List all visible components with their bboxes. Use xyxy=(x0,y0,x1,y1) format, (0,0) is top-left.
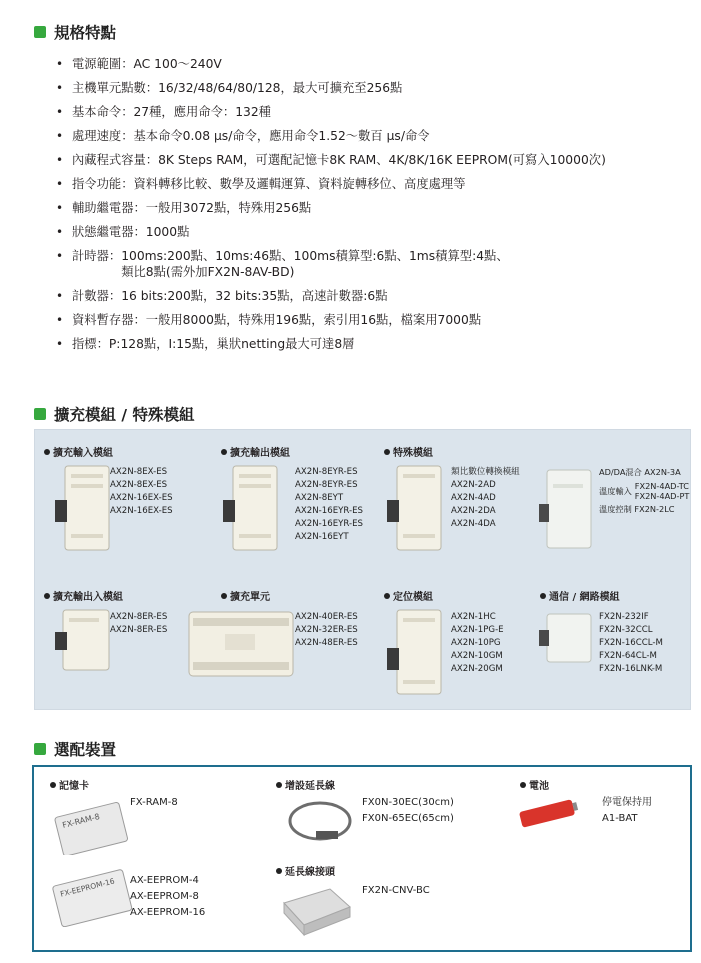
bullet-icon xyxy=(384,449,390,455)
unit-models: AX2N-40ER-ES AX2N-32ER-ES AX2N-48ER-ES xyxy=(295,612,358,648)
ram-card-image xyxy=(52,801,132,855)
spec-text: 處理速度：基本命令0.08 μs/命令，應用命令1.52～數百 μs/命令 xyxy=(72,129,430,143)
spec-text: 主機單元點數：16/32/48/64/80/128，最大可擴充至256點 xyxy=(72,81,403,95)
network-models: FX2N-232IF FX2N-32CCL FX2N-16CCL-M FX2N-64CL-M FX2N-16LNK-M xyxy=(599,612,663,674)
bullet-icon xyxy=(50,782,56,788)
special-models: 類比數位轉換模組 AX2N-2AD AX2N-4AD AX2N-2DA AX2N-4DA xyxy=(451,467,520,529)
bullet-icon: • xyxy=(56,337,64,351)
bullet-icon: • xyxy=(56,153,64,167)
spec-item xyxy=(56,128,696,144)
spec-item xyxy=(56,288,696,304)
bullet-icon xyxy=(44,449,50,455)
connector-label: 延長線接頭 xyxy=(276,863,335,878)
spec-list xyxy=(56,50,696,352)
input-module-image xyxy=(51,464,117,554)
spec-text: 輔助繼電器：一般用3072點，特殊用256點 xyxy=(72,201,312,215)
modules-panel xyxy=(34,429,691,710)
bullet-icon xyxy=(520,782,526,788)
bullet-icon: • xyxy=(56,129,64,143)
memory-eeprom-models: AX-EEPROM-4 AX-EEPROM-8 AX-EEPROM-16 xyxy=(130,875,206,918)
spec-item xyxy=(56,200,696,216)
bullet-icon: • xyxy=(56,249,64,263)
spec-item xyxy=(56,336,696,352)
bullet-icon: • xyxy=(56,177,64,191)
group-position-title: 定位模組 xyxy=(384,588,433,603)
spec-text: 指令功能：資料轉移比較、數學及邏輯運算、資料旋轉移位、高度處理等 xyxy=(72,177,466,191)
spec-text: 計數器：16 bits:200點，32 bits:35點，高速計數器:6點 xyxy=(72,289,388,303)
spec-item xyxy=(56,312,696,328)
green-square-icon xyxy=(34,743,46,755)
bullet-icon xyxy=(384,593,390,599)
input-models: AX2N-8EX-ES AX2N-8EX-ES AX2N-16EX-ES AX2N-16EX-ES xyxy=(110,467,173,516)
spec-text: 電源範圍：AC 100～240V xyxy=(72,57,222,71)
bullet-icon xyxy=(44,593,50,599)
group-unit-title: 擴充單元 xyxy=(221,588,270,603)
memory-ram-model: FX-RAM-8 xyxy=(130,797,178,808)
connector-model: FX2N-CNV-BC xyxy=(362,885,430,896)
group-network-title: 通信 / 網路模組 xyxy=(540,588,620,603)
connector-image xyxy=(278,883,354,939)
bullet-icon: • xyxy=(56,57,64,71)
green-square-icon xyxy=(34,26,46,38)
modules-section-title xyxy=(34,404,194,424)
special-module-image xyxy=(383,464,449,554)
output-models: AX2N-8EYR-ES AX2N-8EYR-ES AX2N-8EYT AX2N-16EYR-ES AX2N-16EYR-ES AX2N-16EYT xyxy=(295,467,363,542)
network-module-image xyxy=(537,610,597,670)
bullet-icon xyxy=(276,782,282,788)
analog-module-image xyxy=(537,468,597,552)
battery-label: 電池 xyxy=(520,777,549,792)
group-input-title: 擴充輸入模組 xyxy=(44,444,113,459)
bullet-icon xyxy=(540,593,546,599)
output-module-image xyxy=(219,464,285,554)
spec-item xyxy=(56,152,696,168)
position-module-image xyxy=(383,608,449,698)
spec-text: 指標：P:128點，I:15點，巢狀netting最大可達8層 xyxy=(72,337,355,351)
spec-item xyxy=(56,80,696,96)
spec-text: 狀態繼電器：1000點 xyxy=(72,225,190,239)
bullet-icon xyxy=(221,593,227,599)
spec-text: 資料暫存器：一般用8000點，特殊用196點，索引用16點，檔案用7000點 xyxy=(72,313,482,327)
spec-item xyxy=(56,248,696,280)
bullet-icon: • xyxy=(56,225,64,239)
options-box xyxy=(32,765,692,952)
green-square-icon xyxy=(34,408,46,420)
options-section-title xyxy=(34,739,116,759)
group-output-title: 擴充輸出模組 xyxy=(221,444,290,459)
memory-card-label: 記憶卡 xyxy=(50,777,89,792)
eeprom-card-image xyxy=(48,867,138,927)
bullet-icon xyxy=(221,449,227,455)
group-io-title: 擴充輸出入模組 xyxy=(44,588,123,603)
io-models: AX2N-8ER-ES AX2N-8ER-ES xyxy=(110,612,168,635)
options-title: 選配裝置 xyxy=(54,741,117,759)
svg-text:FX-RAM-8: FX-RAM-8 xyxy=(61,811,101,830)
modules-title: 擴充模組 / 特殊模組 xyxy=(54,406,195,424)
cable-label: 增設延長線 xyxy=(276,777,335,792)
analog-models: AD/DA混合 AX2N-3A 溫度輸入 FX2N-4AD-TC FX2N-4AD-PT 溫度控制 FX2N-2LC xyxy=(599,467,690,514)
unit-module-image xyxy=(185,608,295,682)
spec-text: 計時器：100ms:200點、10ms:46點、100ms積算型:6點、1ms積算型:4點、 類比8點(需外加FX2N-8AV-BD) xyxy=(72,249,509,279)
specs-title: 規格特點 xyxy=(54,24,117,42)
bullet-icon: • xyxy=(56,201,64,215)
bullet-icon: • xyxy=(56,105,64,119)
specs-section-title xyxy=(34,22,116,42)
spec-item xyxy=(56,56,696,72)
svg-text:FX-EEPROM-16: FX-EEPROM-16 xyxy=(59,876,116,899)
spec-item xyxy=(56,104,696,120)
bullet-icon xyxy=(276,868,282,874)
battery-info: 停電保持用 A1-BAT xyxy=(602,797,652,824)
cable-models: FX0N-30EC(30cm) FX0N-65EC(65cm) xyxy=(362,797,454,824)
bullet-icon: • xyxy=(56,289,64,303)
bullet-icon: • xyxy=(56,313,64,327)
group-special-title: 特殊模組 xyxy=(384,444,433,459)
spec-text: 內藏程式容量：8K Steps RAM，可選配記憶卡8K RAM、4K/8K/16K EEPROM(可寫入10000次) xyxy=(72,153,606,167)
bullet-icon: • xyxy=(56,81,64,95)
position-models: AX2N-1HC AX2N-1PG-E AX2N-10PG AX2N-10GM AX2N-20GM xyxy=(451,612,504,674)
cable-image xyxy=(282,795,356,847)
spec-item xyxy=(56,176,696,192)
spec-item xyxy=(56,224,696,240)
battery-image xyxy=(514,795,584,831)
io-module-image xyxy=(51,608,117,674)
spec-text: 基本命令：27種，應用命令：132種 xyxy=(72,105,271,119)
